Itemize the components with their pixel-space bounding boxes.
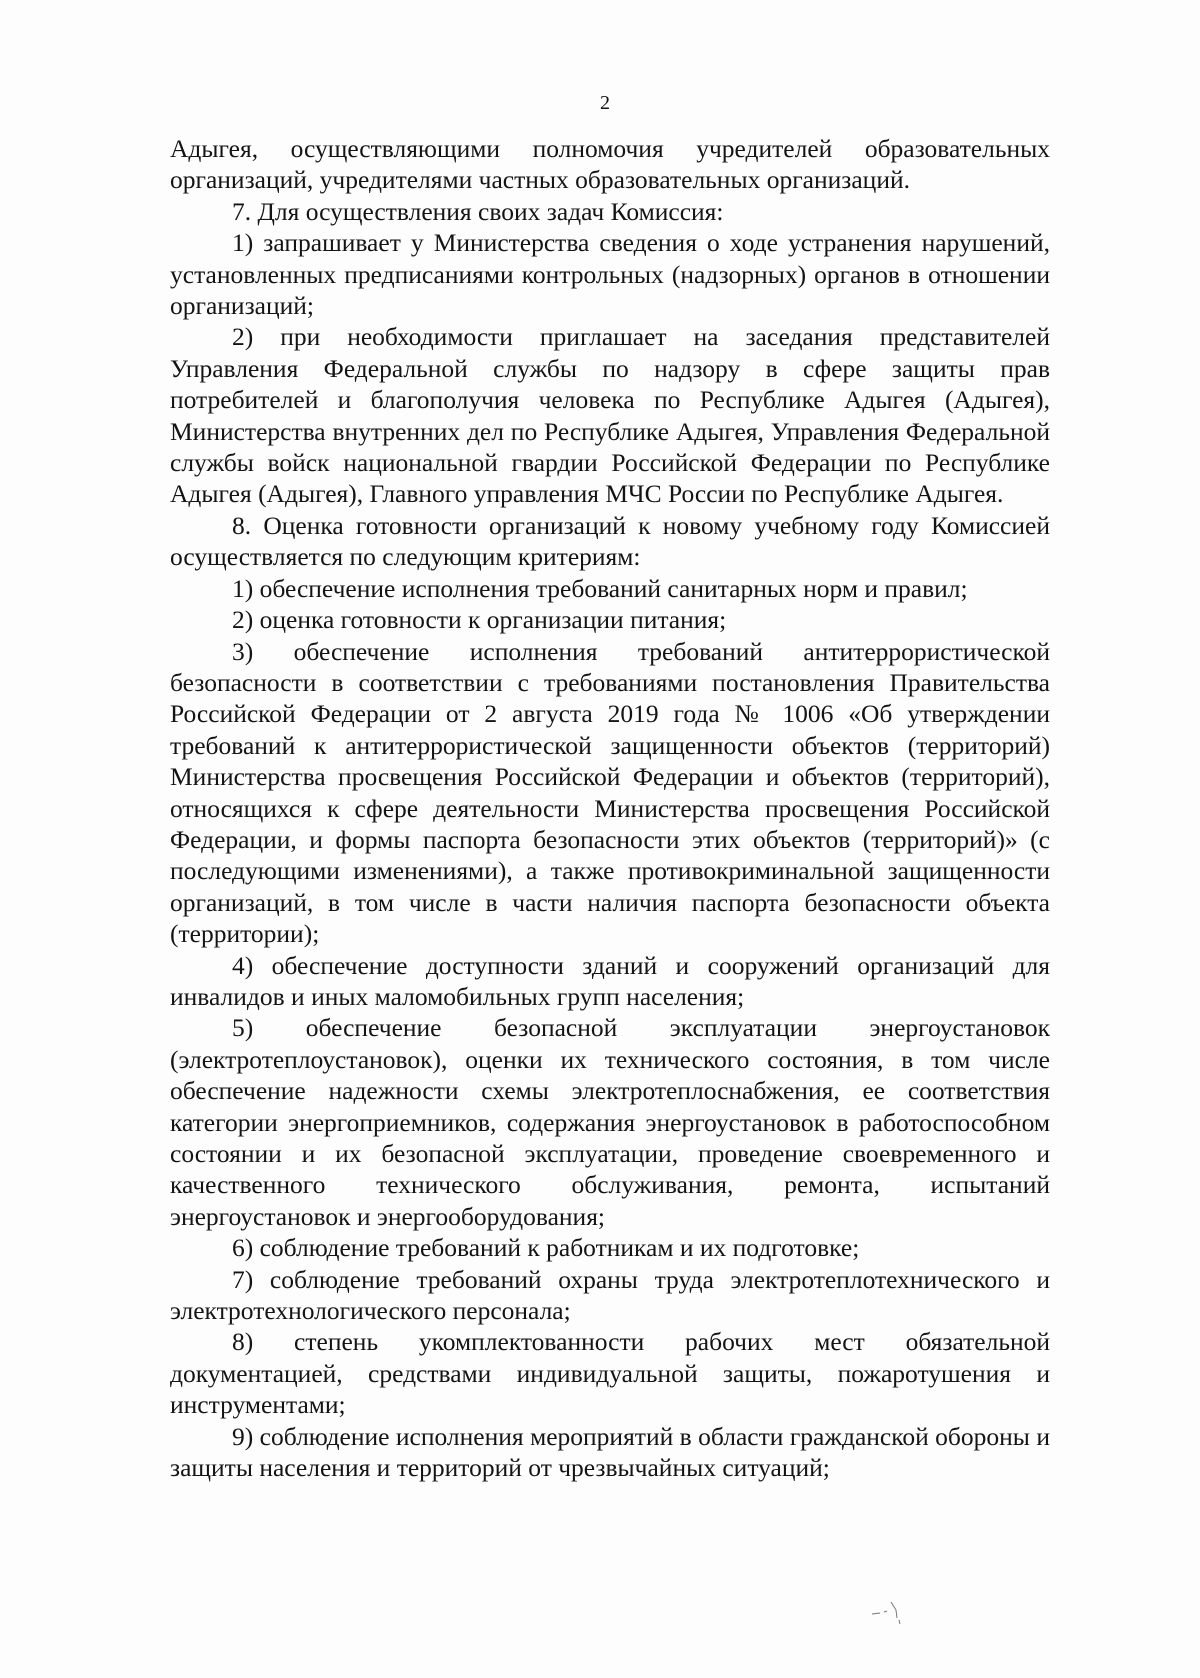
paragraph-subitem-7-1: 1) запрашивает у Министерства сведения о ходе устранения нарушений, установленных предписаниями контрольных (надзорных) органов в отношении организаций; (170, 228, 1050, 321)
page-number: 2 (600, 92, 610, 114)
paragraph-subitem-8-5: 5) обеспечение безопасной эксплуатации энергоустановок (электротеплоустановок), оценки их технического состояния, в том числе обеспечение надежности схемы электротеплоснабжения, ее соответствия категории энергоприемников, содержания энергоустановок в работоспособном состоянии и их безопасной эксплуатации, проведение своевременного и качественного технического обслуживания, ремонта, испытаний энергоустановок и энергооборудования; (170, 1013, 1050, 1231)
paragraph-subitem-8-3: 3) обеспечение исполнения требований антитеррористической безопасности в соответствии с требованиями постановления Правительства Российской Федерации от 2 августа 2019 года № 1006 «Об утверждении требований к антитеррористической защищенности объектов (территорий) Министерства просвещения Российской Федерации и объектов (территорий), относящихся к сфере деятельности Министерства просвещения Российской Федерации, и формы паспорта безопасности этих объектов (территорий)» (с последующими изменениями), а также противокриминальной защищенности организаций, в том числе в части наличия паспорта безопасности объекта (территории); (170, 636, 1050, 949)
document-body (170, 133, 1050, 1483)
paragraph-subitem-8-6: 6) соблюдение требований к работникам и их подготовке; (232, 1233, 860, 1263)
paragraph-subitem-8-2: 2) оценка готовности к организации питания; (232, 605, 727, 635)
paragraph-item-7: 7. Для осуществления своих задач Комиссия: (232, 196, 724, 226)
paragraph-subitem-8-8: 8) степень укомплектованности рабочих мест обязательной документацией, средствами индивидуальной защиты, пожаротушения и инструментами; (170, 1327, 1050, 1420)
paragraph-subitem-8-4: 4) обеспечение доступности зданий и сооружений организаций для инвалидов и иных маломобильных групп населения; (170, 950, 1050, 1011)
paragraph-continuation: Адыгея, осуществляющими полномочия учредителей образовательных организаций, учредителями частных образовательных организаций. (170, 134, 1050, 195)
scan-artifact-mark (870, 1588, 910, 1628)
paragraph-subitem-7-2: 2) при необходимости приглашает на заседания представителей Управления Федеральной службы по надзору в сфере защиты прав потребителей и благополучия человека по Республике Адыгея (Адыгея), Министерства внутренних дел по Республике Адыгея, Управления Федеральной службы войск национальной гвардии Российской Федерации по Республике Адыгея (Адыгея), Главного управления МЧС России по Республике Адыгея. (170, 322, 1050, 509)
paragraph-subitem-8-9: 9) соблюдение исполнения мероприятий в области гражданской обороны и защиты населения и территорий от чрезвычайных ситуаций; (170, 1421, 1050, 1483)
paragraph-subitem-8-1: 1) обеспечение исполнения требований санитарных норм и правил; (232, 573, 968, 603)
paragraph-subitem-8-7: 7) соблюдение требований охраны труда электротеплотехнического и электротехнологического персонала; (170, 1264, 1050, 1326)
paragraph-item-8: 8. Оценка готовности организаций к новому учебному году Комиссией осуществляется по следующим критериям: (170, 510, 1050, 572)
